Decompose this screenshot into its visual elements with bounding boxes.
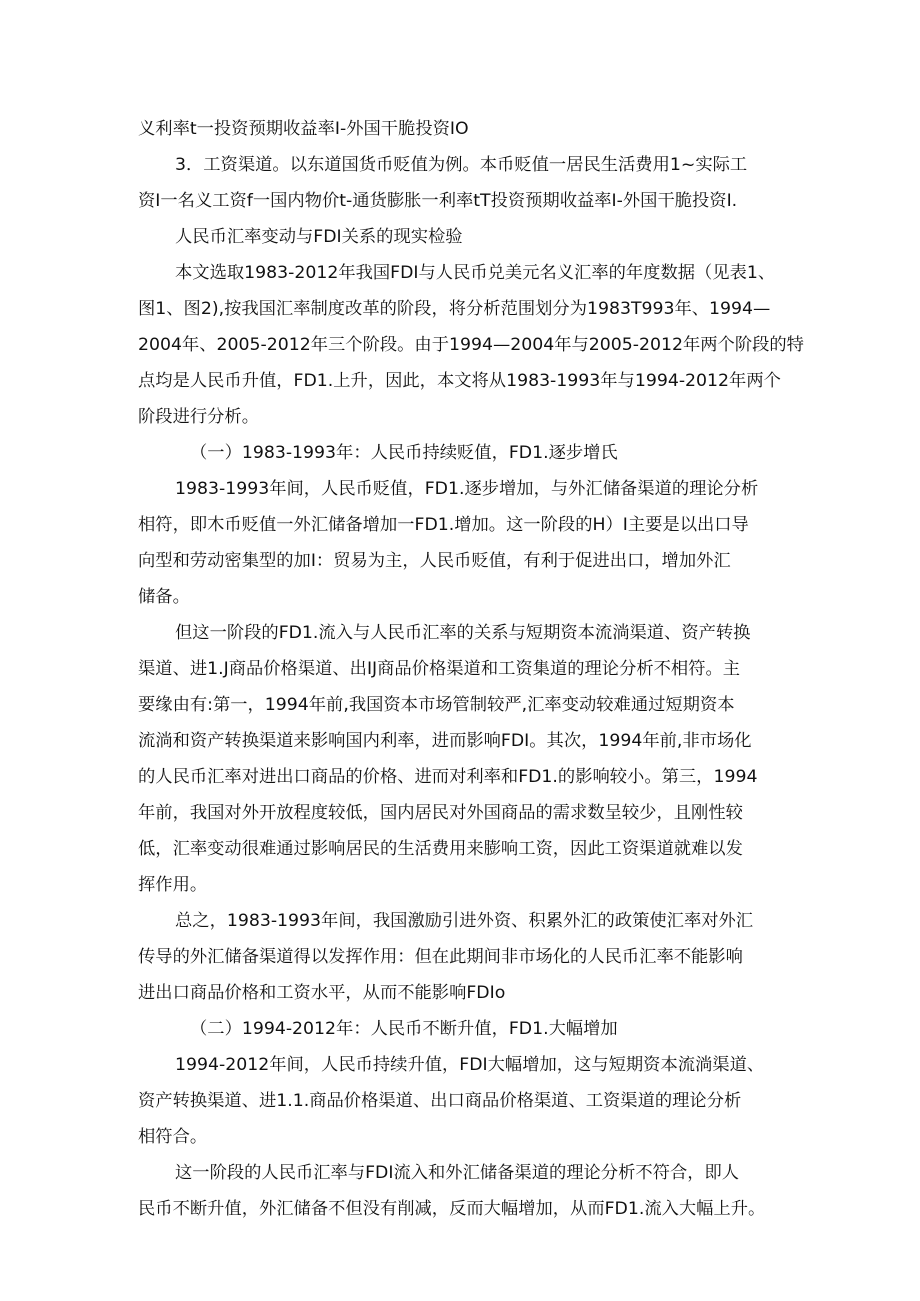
paragraph-line-29: 相符合。	[138, 1127, 208, 1147]
paragraph-line-2: 3．工资渠道。以东道国货币贬值为例。本币贬值一居民生活费用1~实际工	[175, 155, 748, 175]
paragraph-line-22: 挥作用。	[138, 875, 208, 895]
paragraph-line-20: 年前，我国对外开放程度较低，国内居民对外国商品的需求数呈较少，且刚性较	[138, 803, 743, 823]
paragraph-line-28: 资产转换渠道、进1.1.商品价格渠道、出口商品价格渠道、工资渠道的理论分析	[138, 1091, 742, 1111]
paragraph-line-12: 相符，即木币贬值一外汇储备增加一FD1.增加。这一阶段的H）I主要是以出口导	[138, 515, 749, 535]
paragraph-line-7: 2004年、2005-2012年三个阶段。由于1994—2004年与2005-2012年两个阶段的特	[138, 335, 804, 355]
paragraph-line-11: 1983-1993年间，人民币贬值，FD1.逐步增加，与外汇储备渠道的理论分析	[175, 479, 759, 499]
paragraph-line-1: 义利率t一投资预期收益率I-外国干脆投资IO	[138, 119, 469, 139]
paragraph-line-8: 点均是人民币升值，FD1.上升，因此，本文将从1983-1993年与1994-2012年两个	[138, 371, 781, 391]
paragraph-line-18: 流淌和资产转换渠道来影响国内利率，进而影响FDI。其次，1994年前,非市场化	[138, 731, 752, 751]
paragraph-line-16: 渠道、进1.J商品价格渠道、出IJ商品价格渠道和工资集道的理论分析不相符。主	[138, 659, 741, 679]
paragraph-line-13: 向型和劳动密集型的加I：贸易为主，人民币贬值，有利于促进出口，增加外汇	[138, 551, 731, 571]
paragraph-line-3: 资I一名义工资f一国内物价t-通货膨胀一利率tT投资预期收益率I-外国干脆投资I.	[138, 191, 738, 211]
paragraph-line-23: 总之，1983-1993年间，我国激励引进外资、积累外汇的政策使汇率对外汇	[175, 911, 754, 931]
paragraph-line-17: 要缘由有:第一，1994年前,我国资本市场管制较严,汇率变动较难通过短期资本	[138, 695, 735, 715]
subsection-heading-1: （一）1983-1993年：人民币持续贬值，FD1.逐步增氏	[190, 443, 618, 463]
subsection-heading-2: （二）1994-2012年：人民币不断升值，FD1.大幅增加	[190, 1019, 618, 1039]
paragraph-line-6: 图1、图2),按我国汇率制度改革的阶段，将分析范围划分为1983T993年、1994—	[138, 299, 771, 319]
paragraph-line-24: 传导的外汇储备渠道得以发挥作用：但在此期间非市场化的人民币汇率不能影响	[138, 947, 743, 967]
paragraph-line-30: 这一阶段的人民币汇率与FDI流入和外汇储备渠道的理论分析不符合，即人	[175, 1163, 740, 1183]
section-heading: 人民币汇率变动与FDI关系的现实检验	[175, 227, 463, 247]
paragraph-line-19: 的人民币汇率对进出口商品的价格、进而对利率和FD1.的影响较小。第三，1994	[138, 767, 758, 787]
paragraph-line-14: 储备。	[138, 587, 190, 607]
paragraph-line-9: 阶段进行分析。	[138, 407, 259, 427]
paragraph-line-25: 进出口商品价格和工资水平，从而不能影响FDIo	[138, 983, 506, 1003]
paragraph-line-15: 但这一阶段的FD1.流入与人民币汇率的关系与短期资本流淌渠道、资产转换	[175, 623, 751, 643]
paragraph-line-5: 本文选取1983-2012年我国FDI与人民币兑美元名义汇率的年度数据（见表1、	[175, 263, 776, 283]
paragraph-line-21: 低，汇率变动很难通过影响居民的生活费用来膨响工资，因此工资渠道就难以发	[138, 839, 743, 859]
paragraph-line-31: 民币不断升值，外汇储备不但没有削减，反而大幅增加，从而FD1.流入大幅上升。	[138, 1199, 766, 1219]
paragraph-line-27: 1994-2012年间，人民币持续升值，FDI大幅增加，这与短期资本流淌渠道、	[175, 1055, 765, 1075]
